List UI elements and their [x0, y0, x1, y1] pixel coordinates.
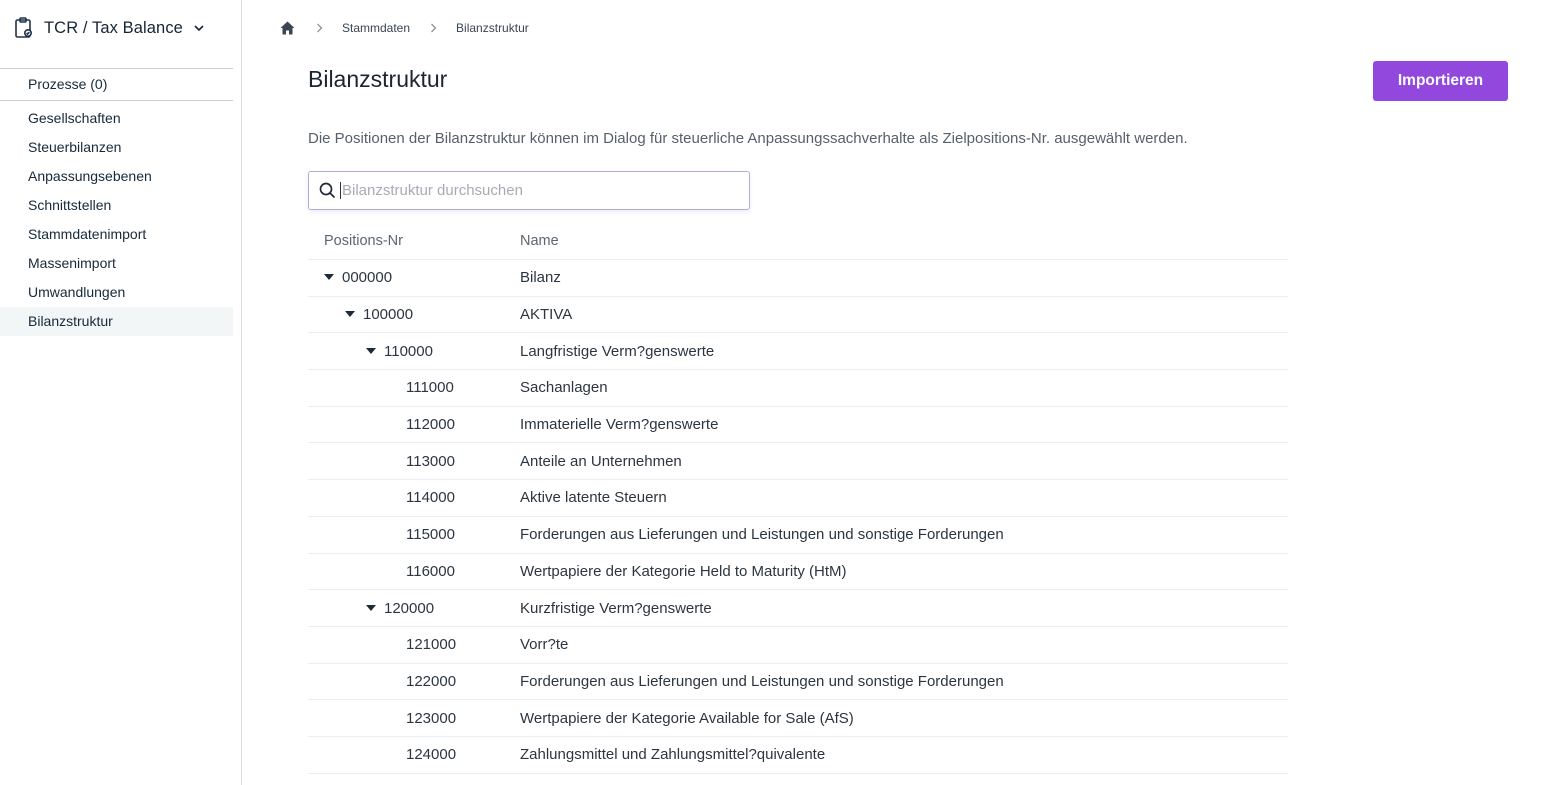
table-row[interactable]	[308, 297, 1288, 334]
table-row[interactable]	[308, 590, 1288, 627]
position-name: Zahlungsmittel und Zahlungsmittel?quivalente	[520, 746, 826, 764]
position-name: Immaterielle Verm?genswerte	[520, 416, 719, 434]
table-body	[308, 260, 1288, 774]
table-header	[308, 222, 1288, 260]
position-nr: 124000	[406, 746, 457, 764]
position-nr: 121000	[406, 636, 457, 654]
position-cell	[308, 636, 520, 653]
table-row[interactable]	[308, 627, 1288, 664]
search-icon	[319, 182, 336, 199]
table-row[interactable]	[308, 370, 1288, 407]
position-cell	[308, 489, 520, 506]
tree-table	[308, 222, 1288, 774]
table-row[interactable]	[308, 260, 1288, 297]
table-row[interactable]	[308, 480, 1288, 517]
chevron-right-icon	[316, 23, 324, 33]
position-name: Kurzfristige Verm?genswerte	[520, 599, 712, 617]
import-button[interactable]: Importieren	[1373, 61, 1508, 101]
position-cell	[308, 600, 520, 617]
position-name: Langfristige Verm?genswerte	[520, 342, 715, 360]
table-row[interactable]	[308, 443, 1288, 480]
position-nr: 113000	[406, 452, 455, 470]
main-content	[242, 0, 1564, 785]
position-name: Bilanz	[520, 269, 561, 287]
position-nr: 000000	[342, 269, 393, 287]
sidebar-item-anpassungsebenen[interactable]: Anpassungsebenen	[28, 168, 152, 184]
app-title: TCR / Tax Balance	[44, 18, 183, 37]
sidebar-item-umwandlungen[interactable]: Umwandlungen	[28, 284, 126, 300]
position-nr: 112000	[406, 416, 455, 434]
breadcrumb-item-bilanzstruktur[interactable]: Bilanzstruktur	[456, 21, 529, 35]
position-name: AKTIVA	[520, 306, 573, 324]
column-header-positions-nr[interactable]: Positions-Nr	[324, 232, 403, 249]
position-cell	[308, 746, 520, 763]
position-nr: 116000	[406, 562, 455, 580]
position-nr: 120000	[384, 599, 435, 617]
table-row[interactable]	[308, 333, 1288, 370]
position-cell	[308, 416, 520, 433]
chevron-right-icon	[430, 23, 438, 33]
position-nr: 100000	[363, 306, 414, 324]
position-name: Wertpapiere der Kategorie Available for Sale (AfS)	[520, 709, 854, 727]
caret-down-icon[interactable]	[366, 347, 376, 355]
column-header-name[interactable]: Name	[520, 232, 559, 249]
sidebar-item-steuerbilanzen[interactable]: Steuerbilanzen	[28, 139, 122, 155]
caret-down-icon[interactable]	[324, 274, 334, 282]
sidebar-divider	[0, 100, 233, 101]
sidebar-item-gesellschaften[interactable]: Gesellschaften	[28, 110, 121, 126]
position-cell	[308, 563, 520, 580]
position-nr: 123000	[406, 709, 457, 727]
app-switcher[interactable]	[0, 0, 241, 56]
position-cell	[308, 710, 520, 727]
position-cell	[308, 343, 520, 360]
sidebar	[0, 0, 242, 785]
sidebar-item-bilanzstruktur[interactable]: Bilanzstruktur	[0, 307, 233, 336]
position-cell	[308, 673, 520, 690]
position-cell	[308, 306, 520, 323]
position-name: Forderungen aus Lieferungen und Leistungen und sonstige Forderungen	[520, 672, 1004, 690]
position-cell	[308, 526, 520, 543]
position-nr: 114000	[406, 489, 455, 507]
caret-down-icon[interactable]	[345, 311, 355, 319]
breadcrumb-item-stammdaten[interactable]: Stammdaten	[342, 21, 411, 35]
position-nr: 111000	[406, 379, 454, 397]
position-name: Sachanlagen	[520, 379, 608, 397]
sidebar-nav	[0, 104, 241, 336]
table-row[interactable]	[308, 737, 1288, 774]
position-cell	[308, 269, 520, 286]
sidebar-item-stammdatenimport[interactable]: Stammdatenimport	[28, 226, 147, 242]
chevron-down-icon[interactable]	[193, 22, 205, 34]
table-row[interactable]	[308, 517, 1288, 554]
table-row[interactable]	[308, 407, 1288, 444]
position-name: Wertpapiere der Kategorie Held to Maturity (HtM)	[520, 562, 847, 580]
page-title: Bilanzstruktur	[308, 66, 448, 92]
position-name: Aktive latente Steuern	[520, 489, 667, 507]
search-input[interactable]	[340, 182, 720, 199]
position-name: Vorr?te	[520, 636, 569, 654]
caret-down-icon[interactable]	[366, 604, 376, 612]
home-icon[interactable]	[280, 20, 296, 36]
position-name: Anteile an Unternehmen	[520, 452, 682, 470]
position-nr: 115000	[406, 526, 455, 544]
table-row[interactable]	[308, 700, 1288, 737]
position-nr: 122000	[406, 672, 457, 690]
position-cell	[308, 453, 520, 470]
position-nr: 110000	[384, 342, 433, 360]
table-row[interactable]	[308, 554, 1288, 591]
sidebar-item-schnittstellen[interactable]: Schnittstellen	[28, 197, 112, 213]
clipboard-icon	[14, 17, 36, 39]
page-description: Die Positionen der Bilanzstruktur können im Dialog für steuerliche Anpassungssachverhalte als Zielpositions-Nr. ausgewählt werden.	[308, 130, 1188, 147]
search-box[interactable]	[308, 171, 750, 210]
position-name: Forderungen aus Lieferungen und Leistungen und sonstige Forderungen	[520, 526, 1004, 544]
breadcrumb	[280, 20, 529, 36]
sidebar-item-massenimport[interactable]: Massenimport	[28, 255, 116, 271]
table-row[interactable]	[308, 664, 1288, 701]
position-cell	[308, 379, 520, 396]
sidebar-item-processes[interactable]: Prozesse (0)	[28, 76, 108, 92]
